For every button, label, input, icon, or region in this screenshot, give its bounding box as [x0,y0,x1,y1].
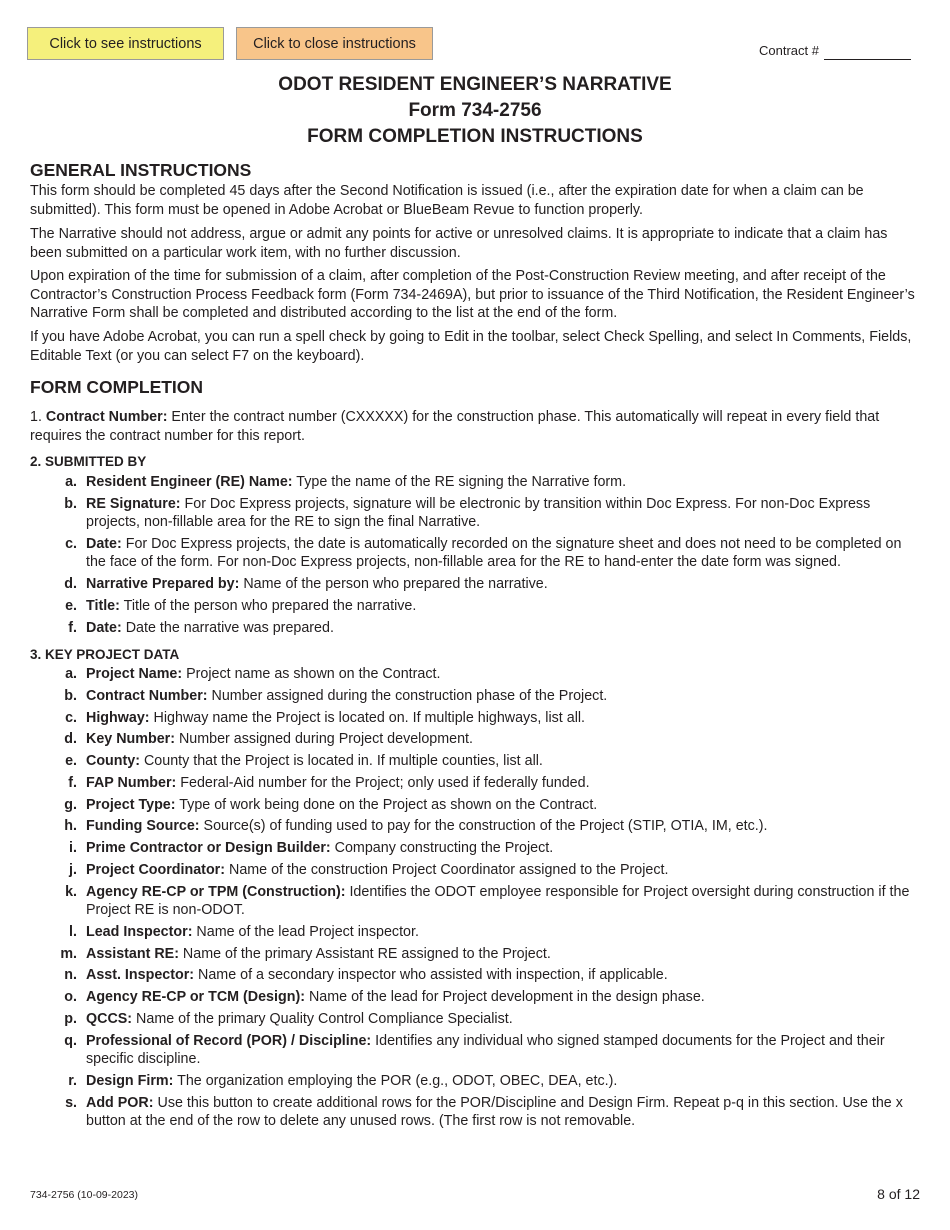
item-letter: e. [65,598,77,614]
list-item [86,597,924,615]
item-letter: e. [65,753,77,769]
item-letter: a. [65,666,77,682]
item-letter: p. [64,1011,77,1027]
item-label: Highway: [86,710,150,726]
general-instructions-heading: GENERAL INSTRUCTIONS [30,160,252,180]
list-item [86,1072,924,1090]
list-item [86,1094,924,1130]
page-number: 8 of 12 [877,1186,920,1202]
item-label: Professional of Record (POR) / Discipline: [86,1033,372,1049]
item-label: Add POR: [86,1095,154,1111]
item-text: Company constructing the Project. [330,840,554,856]
item-label: Asst. Inspector: [86,967,195,983]
item-text: For Doc Express projects, signature will be electronic by transition within Doc Express. For non-Doc Express projects, non-fillable area for the RE to sign the final Narrative. [86,496,871,530]
item-text: Project name as shown on the Contract. [182,666,441,682]
item-letter: k. [65,884,77,900]
form-completion-heading: FORM COMPLETION [30,377,204,397]
list-item [86,709,924,727]
form-title [0,72,950,150]
item-letter: b. [64,496,77,512]
item-letter: a. [65,474,77,490]
list-item [86,966,924,984]
general-paragraph-4: If you have Adobe Acrobat, you can run a spell check by going to Edit in the toolbar, select Check Spelling, and select In Comments, Fields, Editable Text (or you can select F7 on the keyboard). [30,329,912,364]
item-label: Agency RE-CP or TCM (Design): [86,989,305,1005]
item-label: Project Coordinator: [86,862,226,878]
item-label: Contract Number: [86,688,208,704]
list-item [86,817,924,835]
item-label: Project Type: [86,797,176,813]
title-line-2: Form 734-2756 [408,100,542,121]
item-letter: c. [65,710,77,726]
item-letter: f. [68,620,77,636]
general-paragraph-2: The Narrative should not address, argue or admit any points for active or unresolved claims. It is appropriate to indicate that a claim has been submitted on a particular work item, with no further discussion. [30,226,888,261]
contract-number-label: Contract # [759,43,819,58]
form-id-footer: 734-2756 (10-09-2023) [30,1189,138,1201]
item-label: Date: [86,536,122,552]
list-item [86,861,924,879]
item-letter: m. [60,946,77,962]
list-item [86,535,924,571]
item-text: Number assigned during the construction phase of the Project. [207,688,608,704]
item-text: Name of the lead Project inspector. [192,924,419,940]
item-letter: n. [64,967,77,983]
item-label: Design Firm: [86,1073,174,1089]
key-project-data-heading: 3. KEY PROJECT DATA [30,647,180,662]
item-letter: f. [68,775,77,791]
item-label: Lead Inspector: [86,924,193,940]
list-item [86,923,924,941]
item-contract-number [30,408,922,445]
list-item [86,752,924,770]
item-letter: d. [64,731,77,747]
list-item [86,839,924,857]
item-text: The organization employing the POR (e.g., ODOT, OBEC, DEA, etc.). [173,1073,618,1089]
item-letter: q. [64,1033,77,1049]
item-text: Type of work being done on the Project as shown on the Contract. [175,797,598,813]
item-letter: h. [64,818,77,834]
item-letter: j. [69,862,77,878]
item-label: QCCS: [86,1011,133,1027]
item-number: 1. [30,409,42,425]
item-text: Source(s) of funding used to pay for the construction of the Project (STIP, OTIA, IM, etc.). [199,818,768,834]
item-text: Name of the primary Assistant RE assigned to the Project. [178,946,551,962]
item-letter: i. [69,840,77,856]
list-item [86,796,924,814]
item-text: County that the Project is located in. If multiple counties, list all. [140,753,543,769]
item-letter: g. [64,797,77,813]
item-label: Project Name: [86,666,183,682]
item-label: Key Number: [86,731,175,747]
item-label: Narrative Prepared by: [86,576,240,592]
item-text: Name of the lead for Project development in the design phase. [304,989,705,1005]
item-text: Identifies any individual who signed stamped documents for the Project and their specific discipline. [86,1033,885,1067]
item-text: Name of the primary Quality Control Compliance Specialist. [132,1011,513,1027]
item-text: Type the name of the RE signing the Narrative form. [292,474,627,490]
see-instructions-button[interactable]: Click to see instructions [27,27,224,60]
item-text: Use this button to create additional rows for the POR/Discipline and Design Firm. Repeat p-q in this section. Use the x button at the end of the row to delete any unused rows. (The first row is not removable. [86,1095,903,1129]
item-text: Number assigned during Project development. [174,731,473,747]
item-letter: s. [65,1095,77,1111]
item-label: County: [86,753,140,769]
item-label: Assistant RE: [86,946,179,962]
item-label: Resident Engineer (RE) Name: [86,474,293,490]
title-line-1: ODOT RESIDENT ENGINEER’S NARRATIVE [278,74,672,95]
item-letter: r. [68,1073,77,1089]
item-letter: b. [64,688,77,704]
item-text: Date the narrative was prepared. [121,620,334,636]
list-item [86,774,924,792]
list-item [86,575,924,593]
list-item [86,665,924,683]
item-text: Identifies the ODOT employee responsible for Project oversight during construction if the Project RE is non-ODOT. [86,884,910,918]
item-label: Title: [86,598,120,614]
item-label: Funding Source: [86,818,200,834]
list-item [86,883,924,919]
item-label: Contract Number: [45,409,168,425]
item-text: For Doc Express projects, the date is automatically recorded on the signature sheet and does not need to be completed on the face of the form. For non-Doc Express projects, non-fillable area for the RE to hand-enter the date form was signed. [86,536,902,570]
list-item [86,495,924,531]
item-label: Prime Contractor or Design Builder: [86,840,331,856]
title-line-3: FORM COMPLETION INSTRUCTIONS [307,126,643,147]
list-item [86,945,924,963]
item-text: Federal-Aid number for the Project; only used if federally funded. [176,775,590,791]
item-text: Name of the construction Project Coordinator assigned to the Project. [225,862,669,878]
item-text: Enter the contract number (CXXXXX) for the construction phase. This automatically will repeat in every field that requires the contract number for this report. [30,409,880,444]
item-text: Title of the person who prepared the narrative. [119,598,417,614]
submitted-by-heading: 2. SUBMITTED BY [30,454,147,469]
item-letter: d. [64,576,77,592]
list-item [86,687,924,705]
general-paragraph-1: This form should be completed 45 days after the Second Notification is issued (i.e., after the expiration date for when a claim can be submitted). This form must be opened in Adobe Acrobat or BlueBeam Revue to function properly. [30,183,864,218]
item-letter: o. [64,989,77,1005]
item-label: RE Signature: [86,496,181,512]
item-label: Date: [86,620,122,636]
item-text: Name of a secondary inspector who assisted with inspection, if applicable. [194,967,668,983]
item-label: Agency RE-CP or TPM (Construction): [86,884,346,900]
item-text: Name of the person who prepared the narrative. [239,576,548,592]
general-paragraph-3: Upon expiration of the time for submission of a claim, after completion of the Post-Construction Review meeting, and after receipt of the Contractor’s Construction Process Feedback form (Form 734-2469A), but prior to issuance of the Third Notification, the Resident Engineer’s Narrative Form shall be completed and distributed according to the list at the end of the form. [30,268,915,321]
list-item [86,1010,924,1028]
item-letter: c. [65,536,77,552]
list-item [86,1032,924,1068]
close-instructions-button[interactable]: Click to close instructions [236,27,433,60]
contract-number-field[interactable] [824,59,911,60]
list-item [86,988,924,1006]
item-letter: l. [69,924,77,940]
list-item [86,730,924,748]
item-label: FAP Number: [86,775,177,791]
list-item [86,473,924,491]
item-text: Highway name the Project is located on. If multiple highways, list all. [149,710,586,726]
list-item [86,619,924,637]
